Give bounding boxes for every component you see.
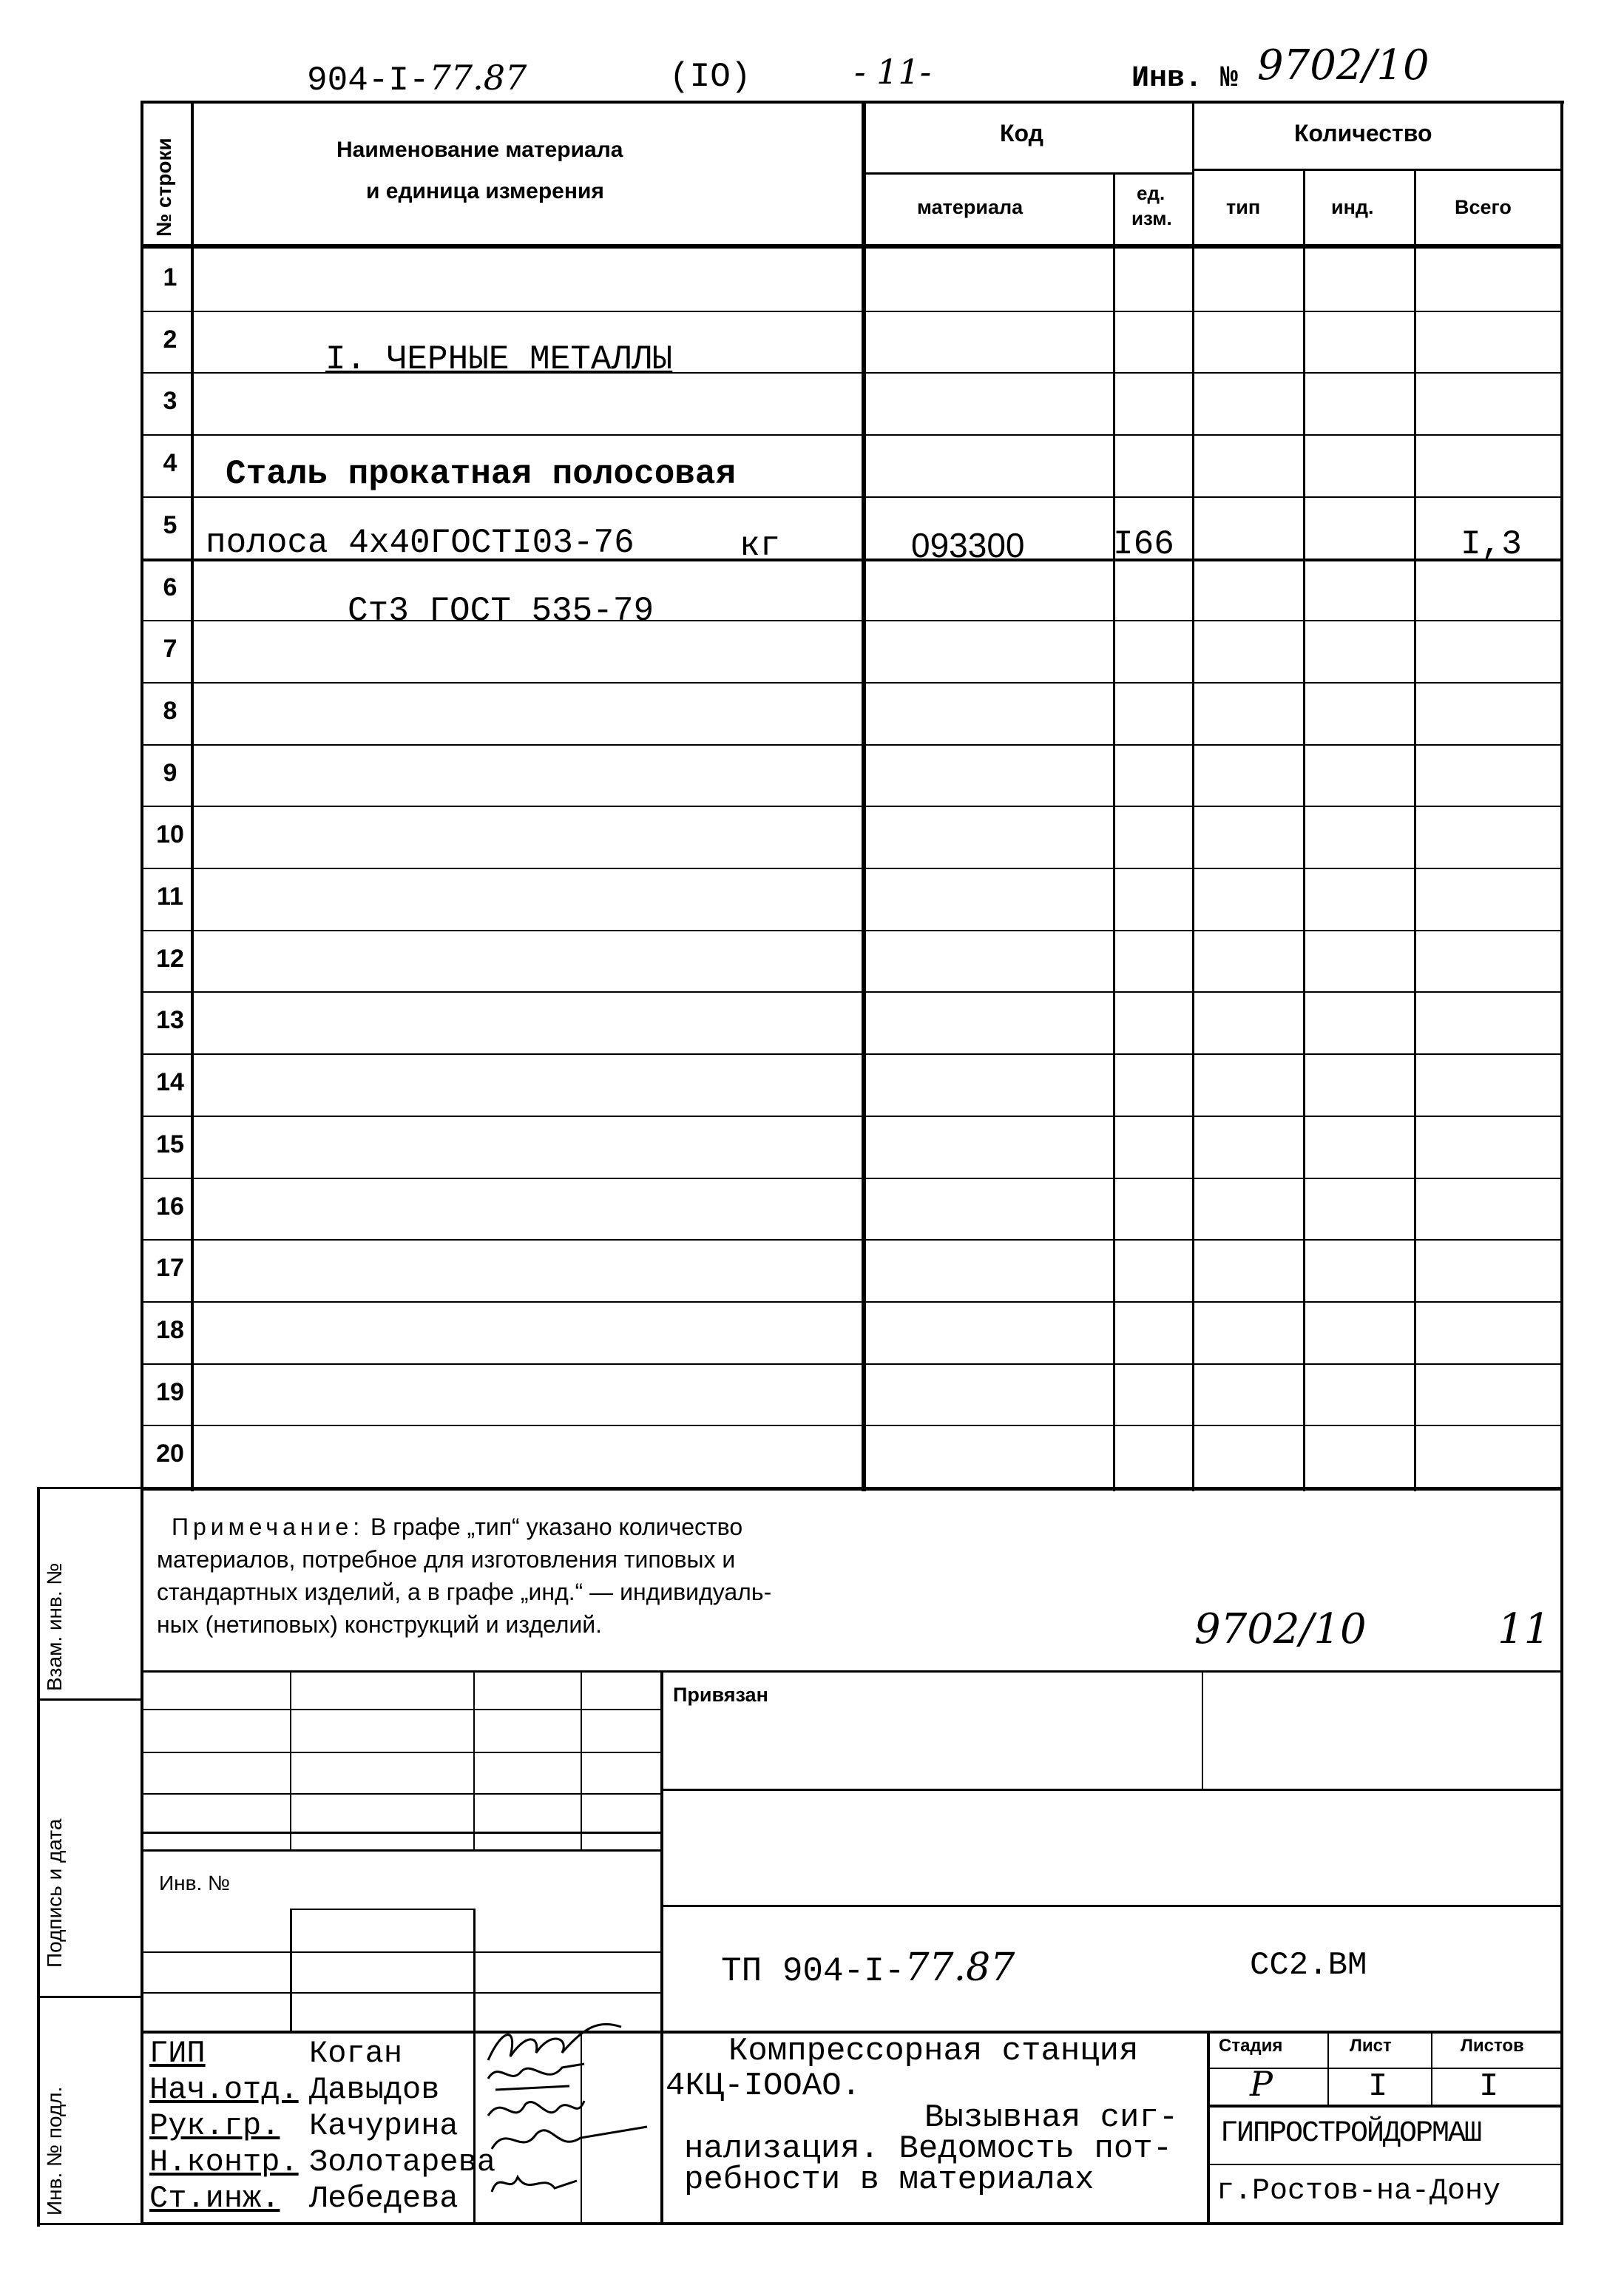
col-name-header-line1: Наименование материала: [336, 138, 623, 162]
row-number: 2: [163, 325, 177, 354]
sheets-value: I: [1479, 2068, 1499, 2105]
stage-label: Стадия: [1219, 2036, 1283, 2056]
doc-code-prefix: 904-I-: [307, 61, 430, 100]
col-rownum-header: № строки: [152, 138, 175, 237]
signer-name: Давыдов: [309, 2072, 440, 2108]
row-separator: [141, 496, 1562, 498]
note-line-2: материалов, потребное для изготовления типовых и: [157, 1546, 736, 1573]
col-unit-header-1: ед.: [1137, 182, 1165, 204]
row-separator: [141, 1301, 1562, 1303]
row-number: 10: [156, 820, 184, 849]
col-total-header: Всего: [1455, 196, 1512, 218]
stage-value: Р: [1250, 2064, 1273, 2104]
col-code-header: Код: [1000, 120, 1043, 146]
org-name: ГИПРОСТРОЙДОРМАШ: [1220, 2117, 1481, 2150]
row-6-name: Ст3 ГОСТ 535-79: [348, 592, 654, 630]
row-number: 12: [156, 944, 184, 973]
sheet-value: I: [1368, 2068, 1388, 2105]
stamp-title-1: Компрессорная станция: [728, 2033, 1139, 2070]
inv-label-top: Инв. №: [1131, 62, 1239, 95]
note-text-1: В графе „тип“ указано количество: [371, 1514, 743, 1540]
note-hand-number: 9702/10: [1194, 1605, 1367, 1653]
signer-role: Ст.инж.: [149, 2181, 280, 2216]
col-name-header-line2: и единица измерения: [366, 179, 604, 203]
stamp-doc-code-prefix: ТП 904-I-: [721, 1952, 905, 1991]
row-number: 9: [163, 758, 177, 787]
signer-role: Н.контр.: [149, 2145, 299, 2180]
row-number: 5: [163, 510, 177, 539]
col-type-header: тип: [1226, 196, 1261, 218]
row-number: 3: [163, 387, 177, 416]
org-city: г.Ростов-на-Дону: [1217, 2175, 1501, 2208]
row-number: 7: [163, 635, 177, 664]
row-number: 11: [157, 883, 183, 911]
row-4-name: Сталь прокатная полосовая: [226, 455, 737, 493]
row-separator: [141, 806, 1562, 807]
row-separator: [141, 868, 1562, 869]
row-number: 15: [156, 1130, 184, 1158]
side-sign-date: Подпись и дата: [43, 1818, 66, 1968]
row-number: 16: [156, 1192, 184, 1221]
doc-code-top: [307, 58, 527, 100]
row-number: 18: [156, 1315, 184, 1344]
row-5-total: I,3: [1461, 525, 1522, 564]
row-5-unit-code: I66: [1113, 525, 1174, 564]
row-number: 6: [163, 573, 177, 601]
side-inv-original: Инв. № подл.: [43, 2086, 66, 2216]
note-line-3: стандартных изделий, а в графе „инд.“ — индивидуаль-: [157, 1579, 772, 1605]
signer-name: Качурина: [309, 2108, 459, 2144]
stamp-title-5: ребности в материалах: [684, 2162, 1094, 2199]
col-unit-header-2: изм.: [1131, 207, 1172, 229]
note-line-4: ных (нетиповых) конструкций и изделий.: [157, 1611, 603, 1638]
row-separator: [141, 1053, 1562, 1055]
stamp-doc-code: [721, 1946, 1015, 1991]
stamp-inv-label: Инв. №: [159, 1872, 231, 1894]
row-separator: [141, 744, 1562, 746]
row-5-material-code: 093300: [911, 526, 1025, 564]
row-number: 13: [156, 1006, 184, 1035]
col-quantity-header: Количество: [1294, 120, 1432, 146]
signer-name: Золотарева: [309, 2145, 496, 2180]
row-number: 19: [156, 1377, 184, 1406]
stamp-title-4: нализация. Ведомость пот-: [684, 2130, 1173, 2167]
row-separator: [141, 930, 1562, 931]
signature-davydov: [481, 2056, 592, 2097]
row-separator: [141, 1425, 1562, 1426]
col-ind-header: инд.: [1331, 196, 1374, 218]
row-number: 4: [163, 449, 177, 478]
row-number: 14: [156, 1068, 184, 1097]
page-mark: - 11-: [854, 52, 932, 92]
signature-zolotareva: [484, 2119, 654, 2164]
sheets-label: Листов: [1461, 2036, 1524, 2056]
stamp-title-3: Вызывная сиг-: [924, 2099, 1179, 2136]
signature-lebedeva: [484, 2166, 581, 2203]
note-line-1: [172, 1514, 742, 1541]
signer-name: Лебедева: [309, 2181, 459, 2216]
attached-label: Привязан: [673, 1684, 768, 1706]
row-separator: [141, 1116, 1562, 1117]
note-label: Примечание:: [172, 1514, 365, 1540]
row-number: 17: [156, 1254, 184, 1283]
sheet-label: Лист: [1350, 2036, 1392, 2056]
stamp-doc-code-hand: 77.87: [904, 1946, 1015, 1990]
inv-number-top: 9702/10: [1257, 41, 1430, 90]
signer-role: ГИП: [149, 2036, 206, 2071]
row-5-unit: кг: [740, 527, 781, 565]
stamp-doc-mark: СС2.ВМ: [1250, 1947, 1367, 1984]
row-number: 20: [156, 1440, 184, 1468]
signer-role: Нач.отд.: [149, 2072, 299, 2108]
doc-code-hand: 77.87: [429, 58, 527, 98]
row-separator: [141, 1178, 1562, 1179]
col-material-header: материала: [917, 196, 1024, 218]
stamp-title-2: 4КЦ-IOOAO.: [666, 2068, 862, 2105]
signer-name: Коган: [309, 2036, 403, 2071]
row-number: 8: [163, 696, 177, 725]
row-2-name: I. ЧЕРНЫЕ МЕТАЛЛЫ: [325, 340, 673, 379]
row-separator: [141, 1363, 1562, 1365]
note-hand-page: 11: [1498, 1605, 1551, 1653]
row-separator: [141, 434, 1562, 436]
row-separator: [141, 682, 1562, 684]
row-separator: [141, 1239, 1562, 1241]
row-separator: [141, 991, 1562, 993]
part-label: (IO): [669, 58, 751, 96]
signer-role: Рук.гр.: [149, 2108, 280, 2144]
side-exchange-inv: Взам. инв. №: [43, 1562, 66, 1691]
row-5-name: полоса 4х40ГОСТI03-76: [206, 524, 635, 562]
row-separator: [141, 311, 1562, 312]
row-number: 1: [163, 263, 177, 291]
